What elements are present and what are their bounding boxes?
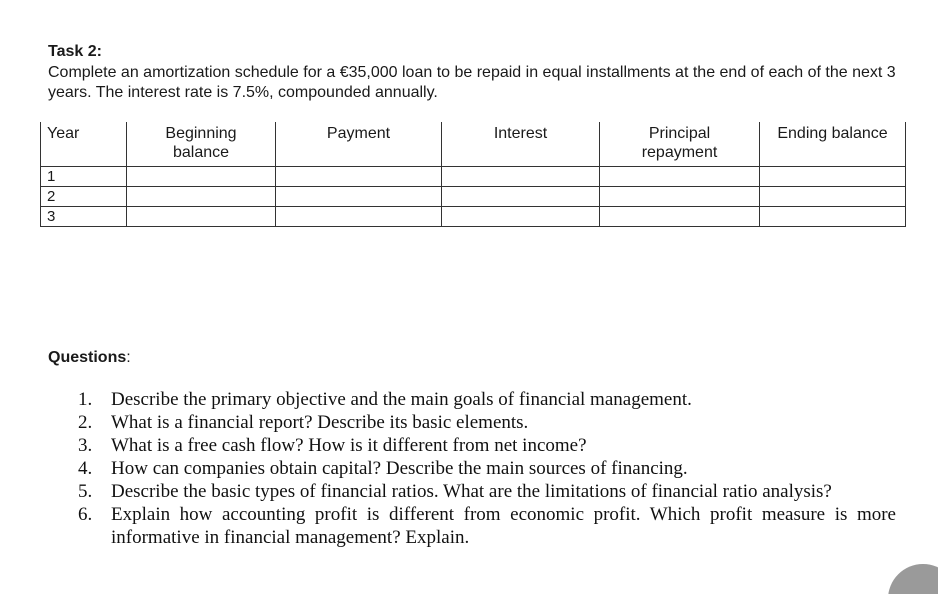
- table-row: [41, 187, 906, 207]
- questions-heading-label: Questions: [48, 349, 127, 366]
- header-year-label: Year: [47, 125, 80, 142]
- cell-interest[interactable]: [442, 187, 600, 207]
- list-item: [78, 434, 896, 457]
- cell-ending-balance[interactable]: [760, 167, 906, 187]
- header-payment: [276, 122, 442, 167]
- cell-payment[interactable]: [276, 207, 442, 227]
- questions-list: [78, 388, 896, 549]
- header-beginning-balance-line1: Beginning: [165, 125, 237, 142]
- list-item-number: 6.: [78, 504, 93, 525]
- cell-year: 3: [41, 207, 127, 227]
- list-item: [78, 411, 896, 434]
- cell-principal[interactable]: [600, 207, 760, 227]
- table-header-row: [41, 122, 906, 167]
- header-interest-label: Interest: [493, 125, 548, 142]
- questions-heading: [48, 348, 131, 368]
- list-item-number: 3.: [78, 435, 93, 456]
- task-title: Task 2:: [48, 43, 102, 60]
- cell-beginning-balance[interactable]: [127, 187, 276, 207]
- header-principal-line1: Principal: [648, 125, 711, 142]
- list-item-text: How can companies obtain capital? Describe the main sources of financing.: [111, 458, 688, 479]
- list-item: [78, 503, 896, 549]
- cell-interest[interactable]: [442, 167, 600, 187]
- cell-payment[interactable]: [276, 167, 442, 187]
- amortization-table: [40, 122, 906, 227]
- table-row: [41, 207, 906, 227]
- corner-decoration: [888, 564, 938, 594]
- list-item: [78, 480, 896, 503]
- task-description: Complete an amortization schedule for a €35,000 loan to be repaid in equal installments at the end of each of the next 3 years. The interest rate is 7.5%, compounded annually.: [48, 64, 896, 101]
- list-item-number: 1.: [78, 389, 93, 410]
- cell-ending-balance[interactable]: [760, 207, 906, 227]
- table-row: [41, 167, 906, 187]
- list-item-number: 2.: [78, 412, 93, 433]
- cell-beginning-balance[interactable]: [127, 167, 276, 187]
- list-item: [78, 457, 896, 480]
- list-item: [78, 388, 896, 411]
- cell-ending-balance[interactable]: [760, 187, 906, 207]
- list-item-text: What is a free cash flow? How is it different from net income?: [111, 435, 587, 456]
- header-ending-balance: [760, 122, 906, 167]
- list-item-text: What is a financial report? Describe its basic elements.: [111, 412, 529, 433]
- questions-heading-colon: :: [126, 349, 131, 366]
- cell-payment[interactable]: [276, 187, 442, 207]
- header-payment-label: Payment: [326, 125, 391, 142]
- cell-beginning-balance[interactable]: [127, 207, 276, 227]
- cell-year: 1: [41, 167, 127, 187]
- cell-year: 2: [41, 187, 127, 207]
- header-principal-line2: repayment: [641, 144, 718, 161]
- header-beginning-balance: [127, 122, 276, 167]
- header-beginning-balance-line2: balance: [172, 144, 230, 161]
- header-year: [41, 122, 127, 167]
- list-item-text: Describe the basic types of financial ratios. What are the limitations of financial ratio analysis?: [111, 481, 832, 502]
- header-ending-balance-label: Ending balance: [777, 125, 888, 142]
- header-principal-repayment: [600, 122, 760, 167]
- list-item-number: 4.: [78, 458, 93, 479]
- list-item-text: Explain how accounting profit is different from economic profit. Which profit measure is more informative in financial management? Explain.: [111, 504, 896, 548]
- list-item-number: 5.: [78, 481, 93, 502]
- list-item-text: Describe the primary objective and the main goals of financial management.: [111, 389, 692, 410]
- cell-principal[interactable]: [600, 187, 760, 207]
- cell-interest[interactable]: [442, 207, 600, 227]
- header-interest: [442, 122, 600, 167]
- cell-principal[interactable]: [600, 167, 760, 187]
